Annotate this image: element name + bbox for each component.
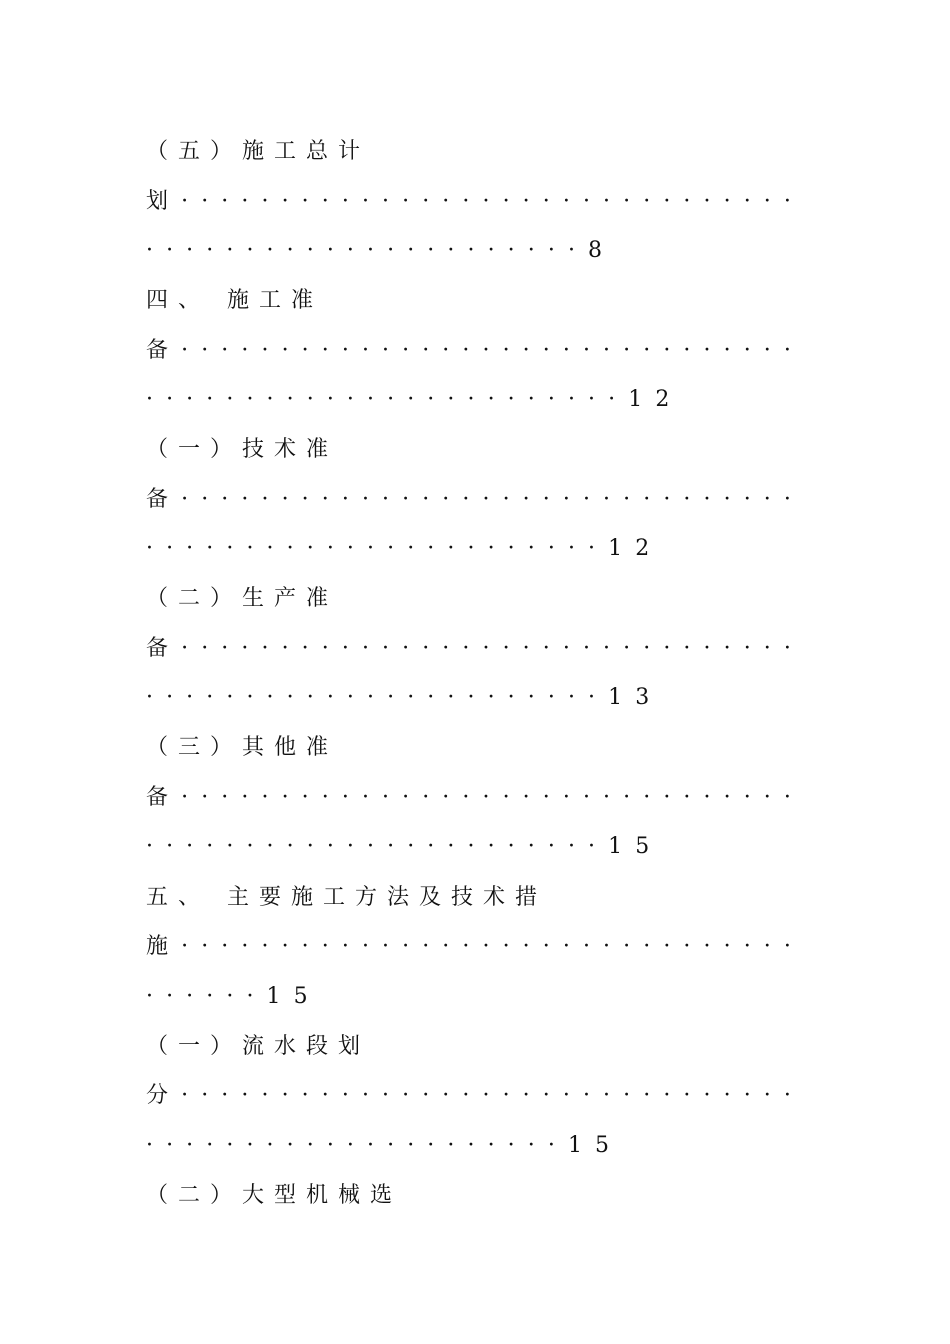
toc-leader: 施·······························	[146, 934, 804, 959]
toc-page-number: ·······················15	[146, 834, 663, 859]
toc-leader: 备·······························	[146, 487, 804, 512]
toc-page-number: ······················8	[146, 238, 616, 263]
toc-page-number: ·····················15	[146, 1133, 623, 1158]
toc-title: （三）其他准	[146, 735, 339, 760]
toc-leader: 备·······························	[146, 338, 804, 363]
toc-title: （二）生产准	[146, 586, 339, 611]
toc-title: （一）流水段划	[146, 1034, 371, 1059]
toc-leader: 划·······························	[146, 189, 804, 214]
toc-leader: 备·······························	[146, 785, 804, 810]
toc-page-number: ························12	[146, 387, 683, 412]
toc-page-number: ·······················13	[146, 685, 663, 710]
toc-page-number: ······15	[146, 984, 321, 1009]
toc-title: （一）技术准	[146, 437, 339, 462]
toc-title: 五、 主要施工方法及技术措	[146, 885, 547, 910]
toc-page-number: ·······················12	[146, 536, 663, 561]
toc-leader: 备·······························	[146, 636, 804, 661]
toc-title: （五）施工总计	[146, 139, 371, 164]
toc-title: （二）大型机械选	[146, 1183, 403, 1208]
toc-leader: 分·······························	[146, 1083, 804, 1108]
toc-title: 四、 施工准	[146, 288, 323, 313]
